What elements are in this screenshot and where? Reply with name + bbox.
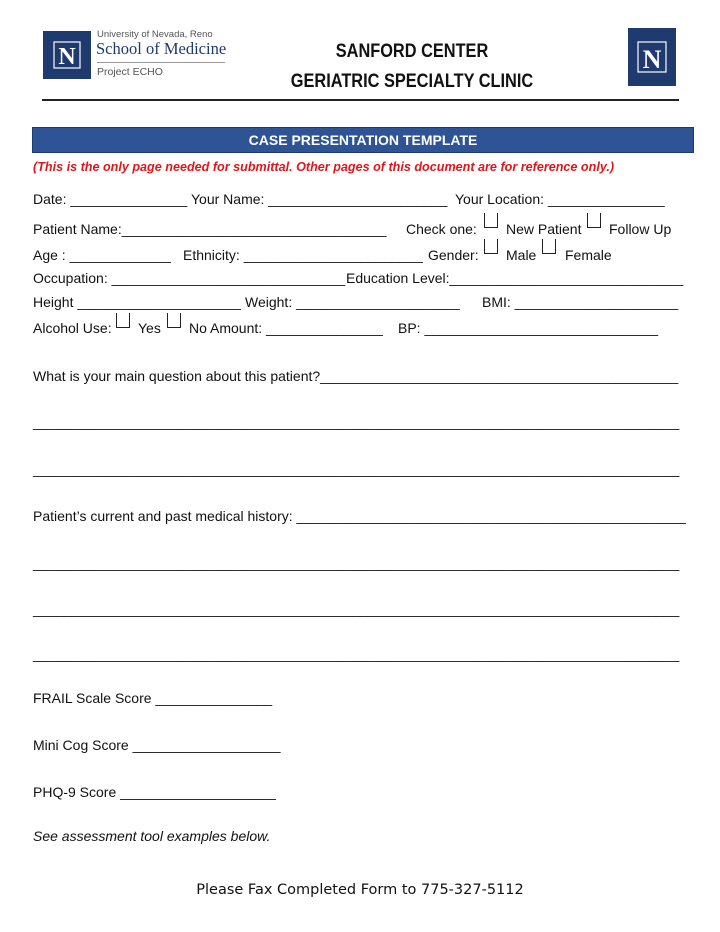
frail-score-field[interactable]: FRAIL Scale Score _______________ <box>33 690 273 706</box>
answer-line[interactable]: ___________________________________________________________________________________ <box>33 555 680 571</box>
fax-instructions: Please Fax Completed Form to 775-327-5112 <box>196 882 524 898</box>
check-one-label: Check one: <box>406 221 477 237</box>
block-n-icon <box>628 28 676 86</box>
logo-letter-right: N <box>642 45 662 74</box>
follow-up-label: Follow Up <box>609 221 672 237</box>
alcohol-yes-checkbox[interactable] <box>116 313 130 328</box>
weight-field[interactable]: Weight: _____________________ <box>245 294 460 310</box>
page-title-line1: SANFORD CENTER <box>335 41 489 62</box>
age-field[interactable]: Age : _____________ <box>33 247 171 263</box>
female-label: Female <box>565 247 612 263</box>
ethnicity-field[interactable]: Ethnicity: _______________________ <box>183 247 423 263</box>
occupation-field[interactable]: Occupation: ______________________________ <box>33 270 346 286</box>
answer-line[interactable]: ___________________________________________________________________________________ <box>33 414 680 430</box>
your-location-field[interactable]: Your Location: _______________ <box>455 191 665 207</box>
org-program: Project ECHO <box>97 66 163 78</box>
page-title-line2: GERIATRIC SPECIALTY CLINIC <box>290 71 534 92</box>
gender-label: Gender: <box>428 247 479 263</box>
bp-field[interactable]: BP: ______________________________ <box>398 320 659 336</box>
assessment-note: See assessment tool examples below. <box>33 828 271 844</box>
logo-letter-left: N <box>58 44 76 70</box>
male-checkbox[interactable] <box>484 239 498 254</box>
new-patient-label: New Patient <box>506 221 582 237</box>
university-logo-left <box>43 31 91 79</box>
alcohol-yes-label: Yes <box>138 320 161 336</box>
alcohol-no-checkbox[interactable] <box>167 313 181 328</box>
org-divider <box>97 62 225 63</box>
bmi-field[interactable]: BMI: _____________________ <box>482 294 679 310</box>
your-name-field[interactable]: Your Name: _______________________ <box>191 191 448 207</box>
org-university: University of Nevada, Reno <box>97 29 213 40</box>
header-rule <box>42 99 679 101</box>
phq9-score-field[interactable]: PHQ-9 Score ____________________ <box>33 784 276 800</box>
main-question-field[interactable]: What is your main question about this patient?______________________________________________ <box>33 368 679 384</box>
female-checkbox[interactable] <box>542 239 556 254</box>
block-n-icon <box>43 31 91 79</box>
new-patient-checkbox[interactable] <box>484 213 498 228</box>
answer-line[interactable]: ___________________________________________________________________________________ <box>33 646 680 662</box>
banner-title: CASE PRESENTATION TEMPLATE <box>248 132 478 148</box>
male-label: Male <box>506 247 537 263</box>
answer-line[interactable]: ___________________________________________________________________________________ <box>33 461 680 477</box>
mini-cog-score-field[interactable]: Mini Cog Score ___________________ <box>33 737 281 753</box>
education-level-field[interactable]: Education Level:______________________________ <box>346 270 684 286</box>
medical-history-field[interactable]: Patient’s current and past medical history: __________________________________________________ <box>33 508 686 524</box>
date-field[interactable]: Date: _______________ <box>33 191 188 207</box>
submittal-note: (This is the only page needed for submittal. Other pages of this document are for reference only.) <box>33 160 615 174</box>
patient-name-field[interactable]: Patient Name:__________________________________ <box>33 221 387 237</box>
alcohol-use-label: Alcohol Use: <box>33 320 112 336</box>
alcohol-no-amount-field[interactable]: No Amount: _______________ <box>189 320 383 336</box>
university-logo-right <box>628 28 676 86</box>
height-field[interactable]: Height _____________________ <box>33 294 241 310</box>
org-school: School of Medicine <box>96 39 227 58</box>
answer-line[interactable]: ___________________________________________________________________________________ <box>33 601 680 617</box>
follow-up-checkbox[interactable] <box>587 213 601 228</box>
section-banner <box>32 127 694 153</box>
